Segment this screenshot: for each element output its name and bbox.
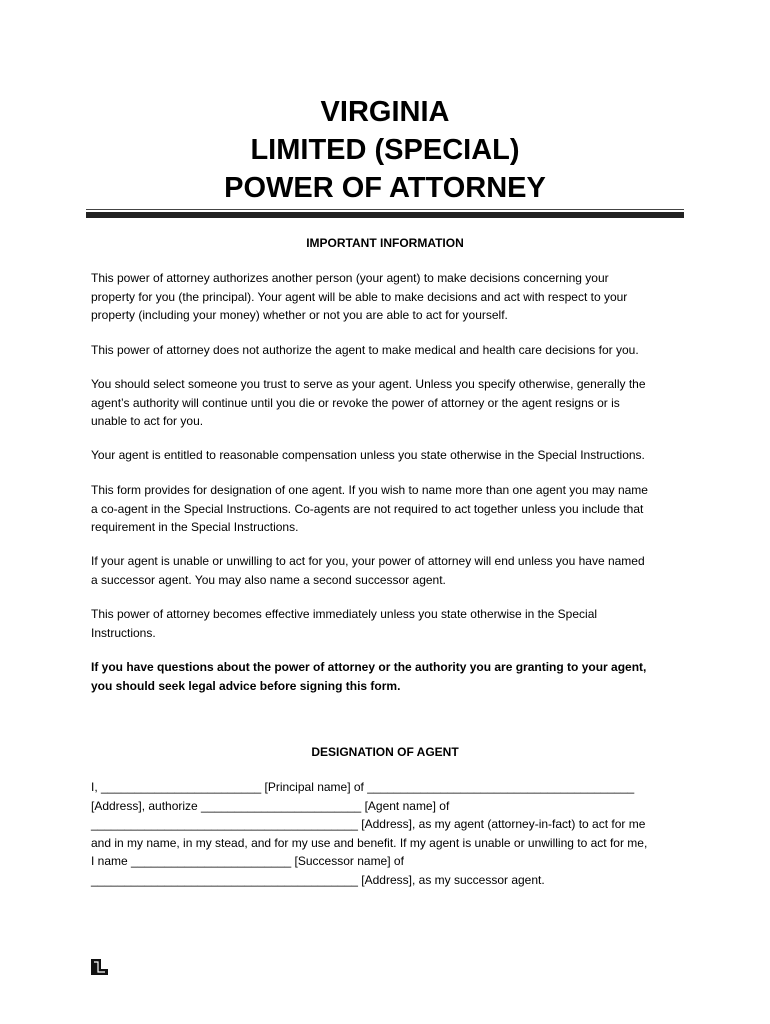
info-paragraph-3: You should select someone you trust to serve as your agent. Unless you specify otherwise, generally the agent’s authority will continue until you die or revoke the power of attorney or the agent resigns or is unable to act for you. [91, 377, 646, 428]
title-line-3: POWER OF ATTORNEY [224, 172, 546, 204]
legal-advice-notice: If you have questions about the power of attorney or the authority you are granting to your agent, you should seek legal advice before signing this form. [91, 660, 647, 693]
info-paragraph-4: Your agent is entitled to reasonable compensation unless you state otherwise in the Special Instructions. [91, 448, 645, 462]
designation-paragraph: I, ________________________ [Principal name] of ________________________________________ [Address], authorize ________________________ [Agent name] of ________________________________________ [Address], as my agent (attorney-in-fact) to act for me and in my name, in my stead, and for my use and benefit. If my agent is unable or unwilling to act for me, I name ________________________ [Successor name] of ________________________________________ [Address], as my successor agent. [91, 780, 648, 887]
title-divider [86, 212, 684, 218]
info-paragraph-1: This power of attorney authorizes another person (your agent) to make decisions concerning your property for you (the principal). Your agent will be able to make decisions and act with respect to your property (including your money) whether or not you are able to act for yourself. [91, 271, 628, 322]
title-line-1: VIRGINIA [320, 96, 450, 128]
info-paragraph-5: This form provides for designation of one agent. If you wish to name more than one agent you may name a co-agent in the Special Instructions. Co-agents are not required to act together unless you include that requirement in the Special Instructions. [91, 483, 648, 534]
designation-heading: DESIGNATION OF AGENT [311, 745, 459, 759]
title-line-2: LIMITED (SPECIAL) [250, 134, 520, 166]
info-paragraph-6: If your agent is unable or unwilling to act for you, your power of attorney will end unless you have named a successor agent. You may also name a second successor agent. [91, 554, 645, 587]
info-paragraph-7: This power of attorney becomes effective immediately unless you state otherwise in the Special Instructions. [91, 607, 598, 640]
info-paragraph-2: This power of attorney does not authorize the agent to make medical and health care decisions for you. [91, 343, 639, 357]
document-logo-icon [91, 958, 109, 976]
important-info-heading: IMPORTANT INFORMATION [306, 236, 464, 250]
document-title [0, 93, 770, 207]
